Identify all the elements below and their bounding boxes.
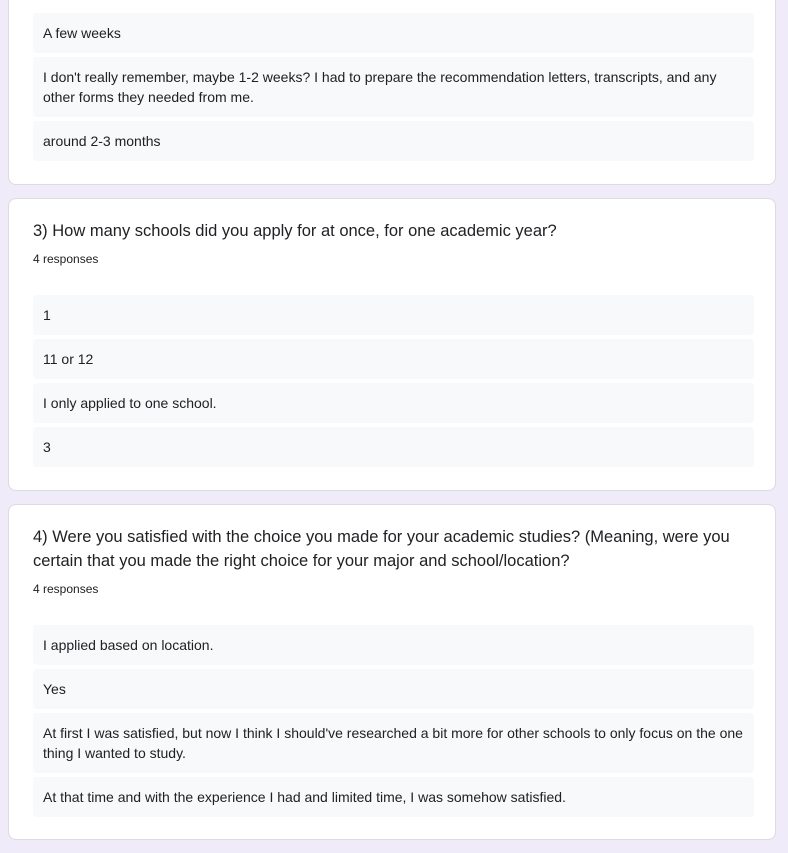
response-item: around 2-3 months xyxy=(33,121,754,161)
question-card-2 xyxy=(8,0,776,185)
response-item: At that time and with the experience I had and limited time, I was somehow satisfied. xyxy=(33,777,754,817)
response-item: I applied based on location. xyxy=(33,625,754,665)
response-count: 4 responses xyxy=(33,582,99,596)
response-item: 11 or 12 xyxy=(33,339,754,379)
question-card-3 xyxy=(8,198,776,491)
response-count: 4 responses xyxy=(33,252,99,266)
response-item: Yes xyxy=(33,669,754,709)
response-item: 3 xyxy=(33,427,754,467)
response-item: At first I was satisfied, but now I think I should've researched a bit more for other schools to only focus on the one thing I wanted to study. xyxy=(33,713,754,773)
response-item: 1 xyxy=(33,295,754,335)
question-card-4 xyxy=(8,504,776,840)
response-item: A few weeks xyxy=(33,13,754,53)
response-item: I only applied to one school. xyxy=(33,383,754,423)
question-title: 4) Were you satisfied with the choice you made for your academic studies? (Meaning, were you certain that you made the right choice for your major and school/location? xyxy=(33,528,730,570)
question-title: 3) How many schools did you apply for at once, for one academic year? xyxy=(33,222,557,240)
response-item: I don't really remember, maybe 1-2 weeks? I had to prepare the recommendation letters, transcripts, and any other forms they needed from me. xyxy=(33,57,754,117)
